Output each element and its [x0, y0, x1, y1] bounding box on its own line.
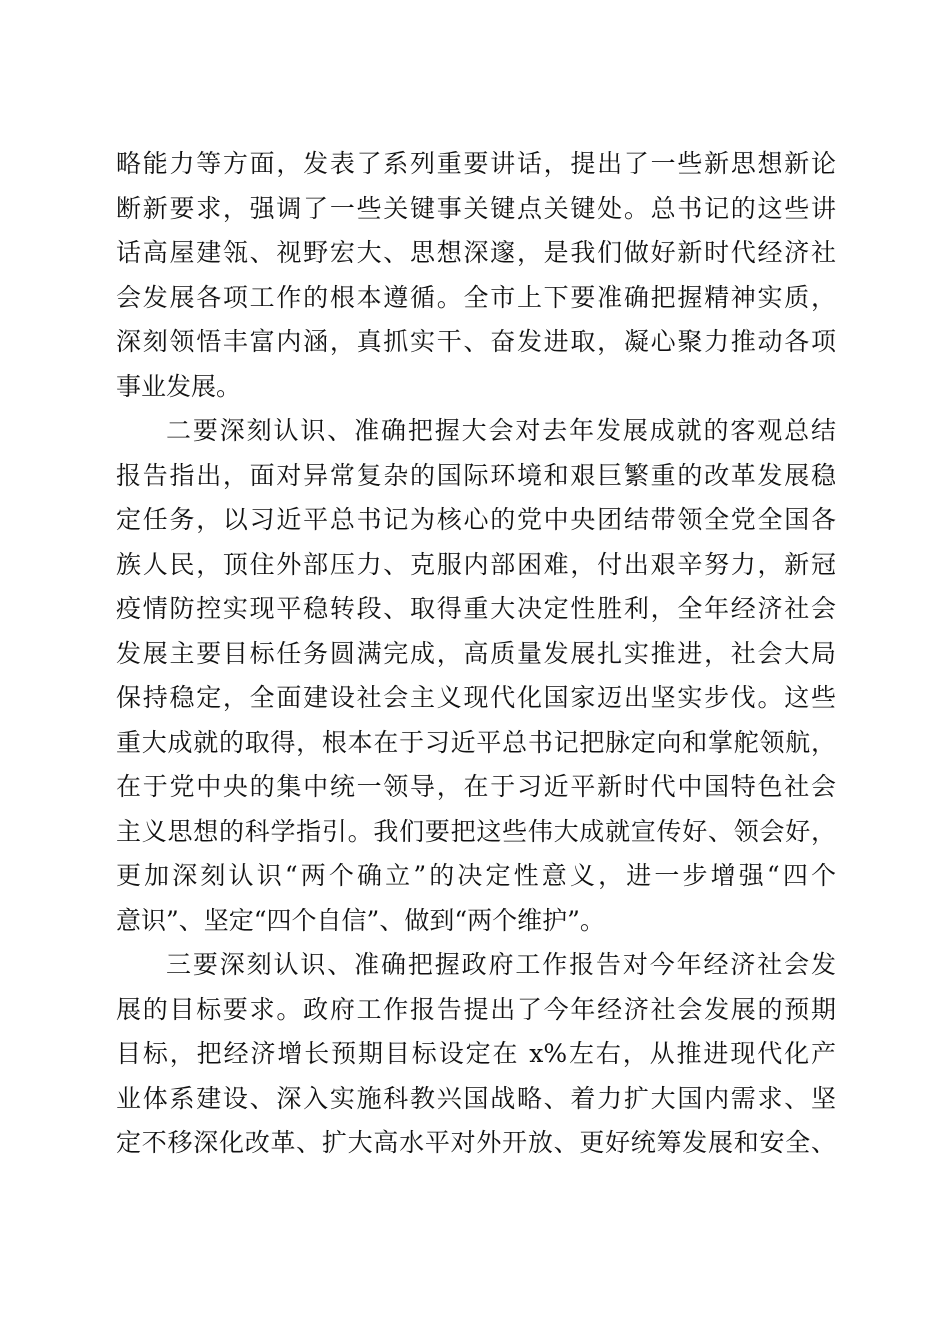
text-line: 保持稳定，全面建设社会主义现代化国家迈出坚实步伐。这些 [116, 683, 836, 712]
text-line: 会发展各项工作的根本遵循。全市上下要准确把握精神实质， [116, 282, 836, 312]
text-line: 在于党中央的集中统一领导，在于习近平新时代中国特色社会 [116, 772, 836, 801]
text-line: 二要深刻认识、准确把握大会对去年发展成就的客观总结 [166, 416, 836, 445]
text-line: 断新要求，强调了一些关键事关键点关键处。总书记的这些讲 [116, 193, 836, 223]
text-line: 主义思想的科学指引。我们要把这些伟大成就宣传好、领会好， [116, 816, 836, 846]
text-line: 族人民，顶住外部压力、克服内部困难，付出艰辛努力，新冠 [116, 549, 836, 579]
text-line: 业体系建设、深入实施科教兴国战略、着力扩大国内需求、坚 [116, 1083, 836, 1113]
text-line: 目标，把经济增长预期目标设定在 x%左右，从推进现代化产 [116, 1039, 836, 1068]
text-line: 事业发展。 [116, 371, 242, 401]
text-line: 意识”、坚定“四个自信”、做到“两个维护”。 [116, 905, 605, 935]
text-line: 话高屋建瓴、视野宏大、思想深邃，是我们做好新时代经济社 [116, 238, 836, 267]
text-line: 重大成就的取得，根本在于习近平总书记把脉定向和掌舵领航， [116, 727, 836, 757]
text-line: 发展主要目标任务圆满完成，高质量发展扎实推进，社会大局 [116, 638, 836, 668]
document-body [116, 142, 836, 1166]
text-line: 定任务，以习近平总书记为核心的党中央团结带领全党全国各 [116, 505, 836, 534]
text-line: 更加深刻认识“两个确立”的决定性意义，进一步增强“四个 [116, 861, 836, 890]
text-line: 深刻领悟丰富内涵，真抓实干、奋发进取，凝心聚力推动各项 [116, 327, 836, 356]
text-line: 展的目标要求。政府工作报告提出了今年经济社会发展的预期 [116, 994, 836, 1024]
text-line: 定不移深化改革、扩大高水平对外开放、更好统筹发展和安全、 [116, 1128, 836, 1157]
text-line: 略能力等方面，发表了系列重要讲话，提出了一些新思想新论 [116, 149, 836, 178]
text-line: 三要深刻认识、准确把握政府工作报告对今年经济社会发 [166, 950, 836, 979]
text-line: 疫情防控实现平稳转段、取得重大决定性胜利，全年经济社会 [116, 594, 836, 623]
text-line: 报告指出，面对异常复杂的国际环境和艰巨繁重的改革发展稳 [116, 460, 836, 490]
